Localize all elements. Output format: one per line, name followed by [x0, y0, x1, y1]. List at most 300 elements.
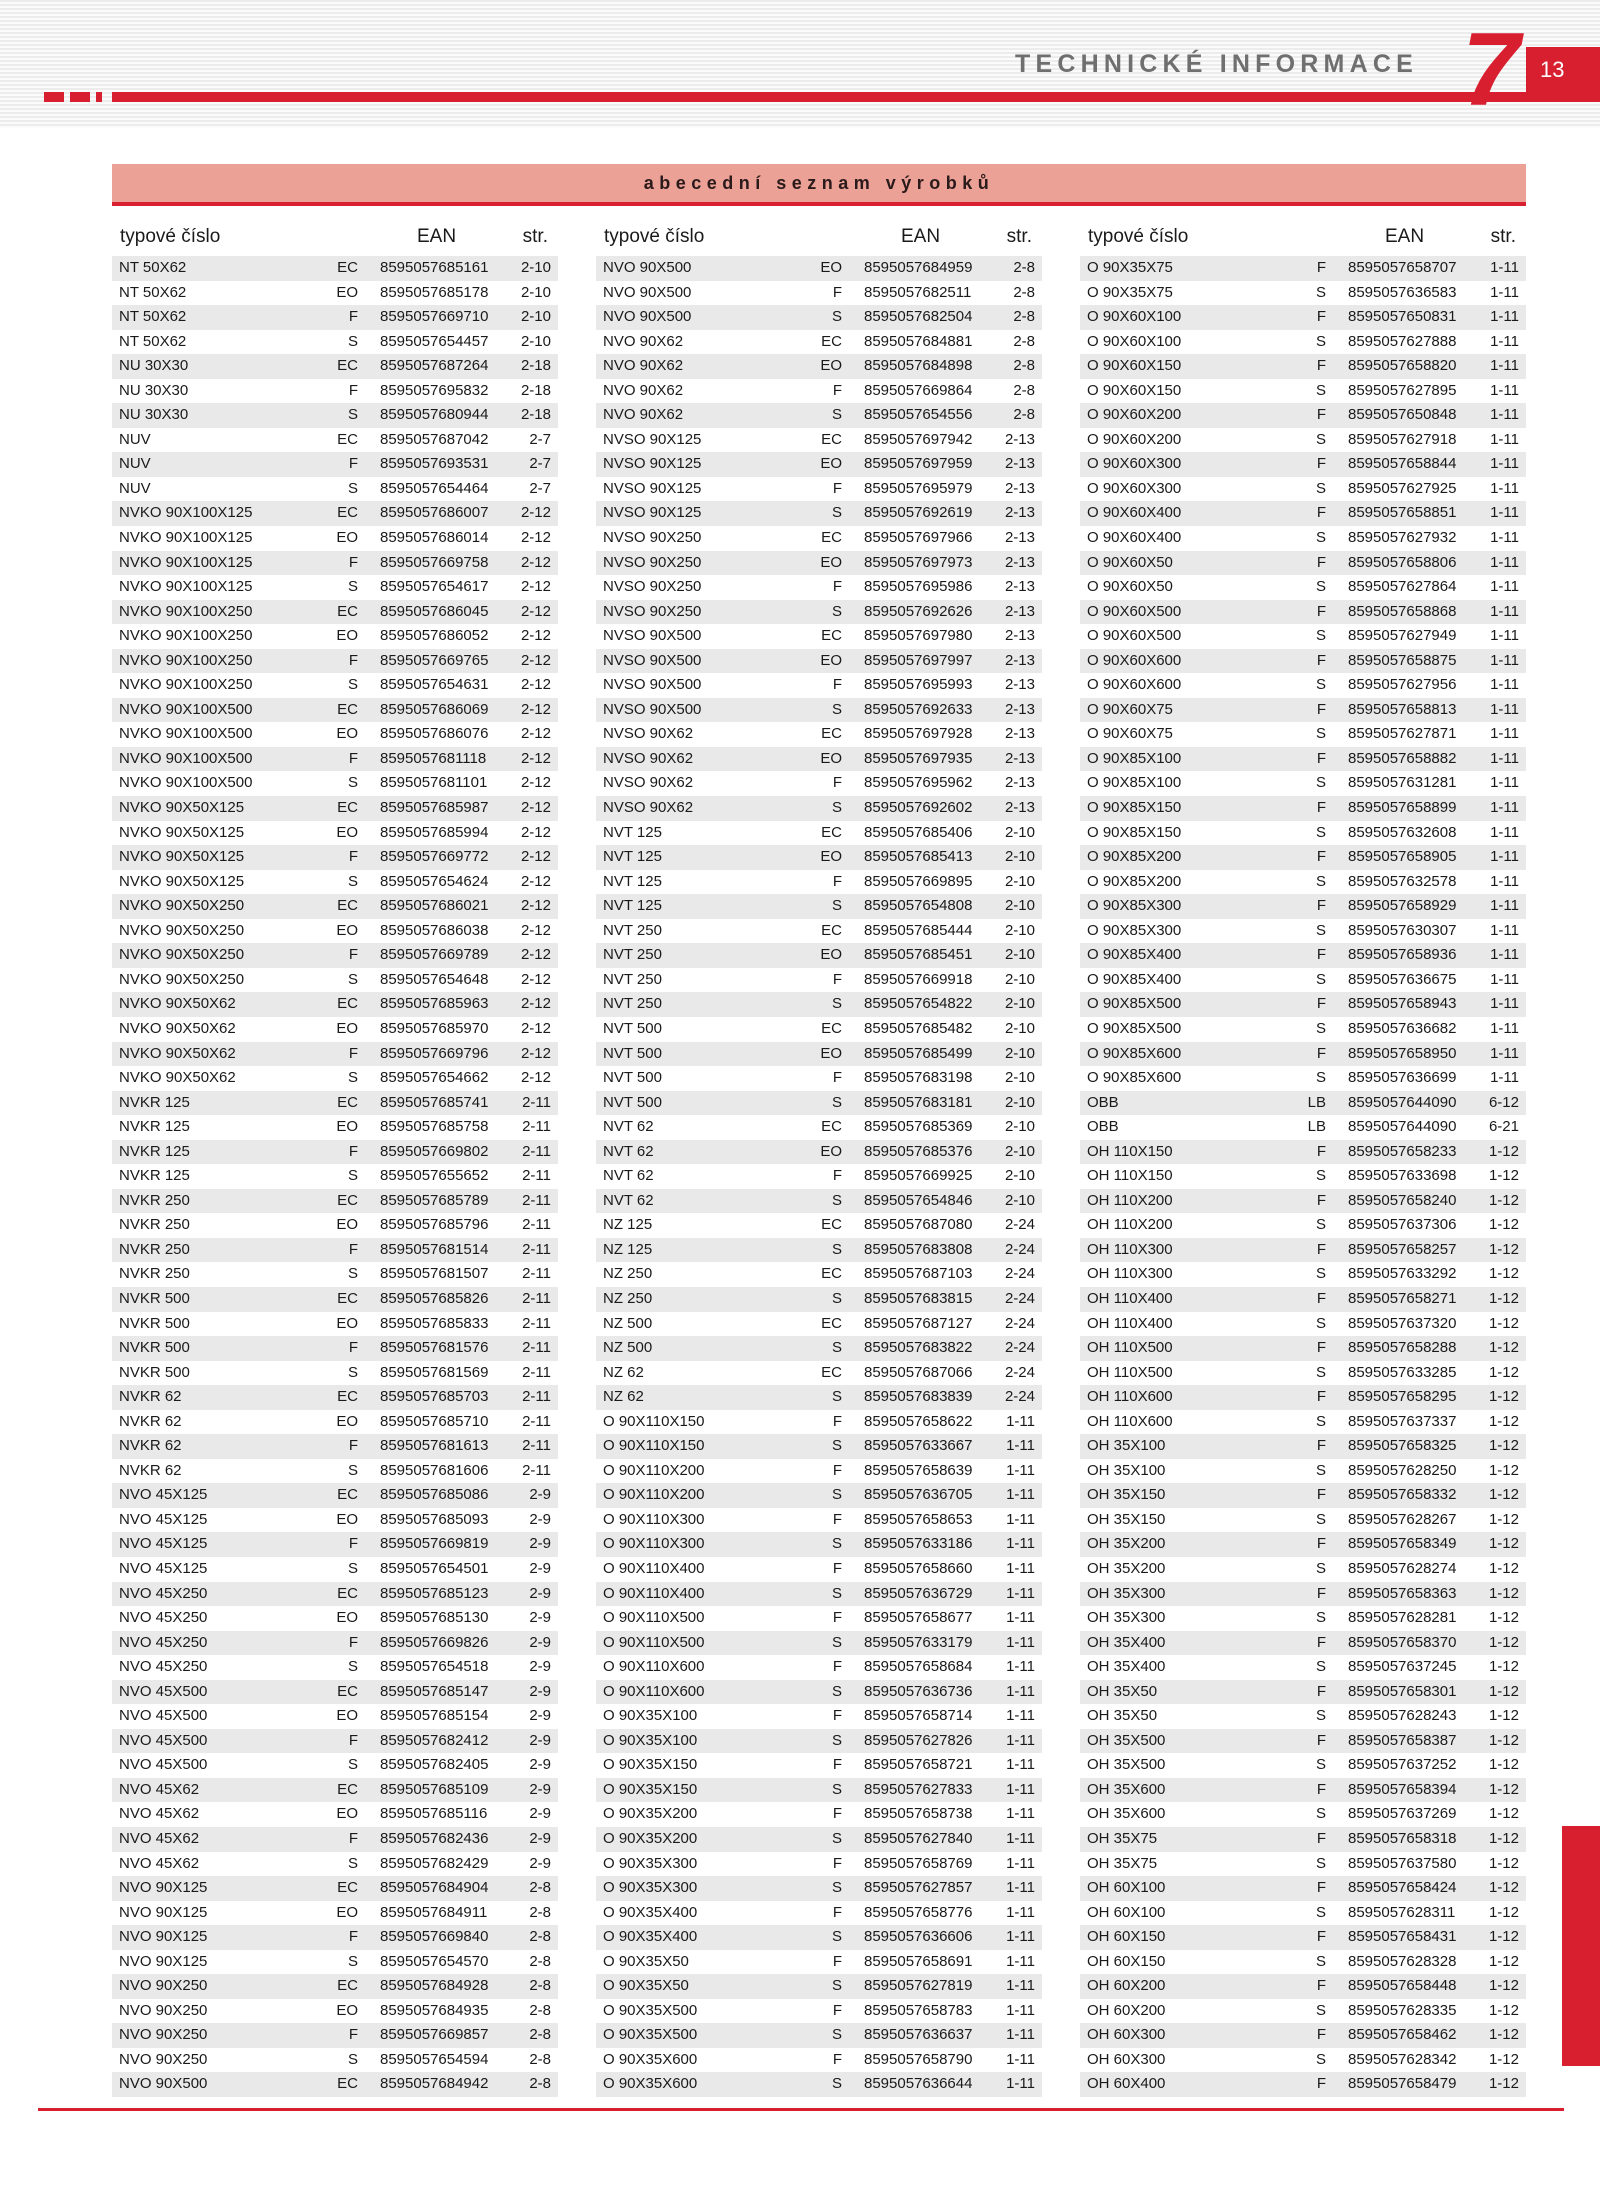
variant-cell: S: [831, 799, 842, 817]
table-row: [1080, 1312, 1526, 1337]
table-row: [596, 771, 1042, 796]
variant-cell: F: [832, 283, 842, 301]
variant-cell: S: [1315, 1412, 1326, 1430]
table-row: [1080, 1066, 1526, 1091]
page-cell: 1-11: [1490, 553, 1519, 571]
variant-cell: EC: [337, 1584, 358, 1602]
type-cell: NVO 90X500: [603, 259, 692, 276]
variant-cell: EC: [821, 1019, 842, 1037]
table-row: [1080, 2048, 1526, 2073]
table-row: [596, 992, 1042, 1017]
ean-cell: 8595057632578: [1348, 872, 1457, 890]
table-row: [596, 673, 1042, 698]
variant-cell: F: [348, 1142, 358, 1160]
table-row: [112, 649, 558, 674]
page-cell: 2-10: [1004, 897, 1035, 915]
type-cell: OH 35X100: [1087, 1461, 1166, 1479]
type-cell: O 90X110X400: [603, 1559, 705, 1577]
variant-cell: S: [347, 578, 358, 596]
type-cell: NVKO 90X50X250: [119, 970, 245, 988]
ean-cell: 8595057687080: [864, 1216, 973, 1234]
page-cell: 1-11: [1006, 1928, 1035, 1946]
variant-cell: F: [832, 1559, 842, 1577]
table-row: [596, 2072, 1042, 2097]
ean-cell: 8595057681101: [380, 774, 488, 792]
variant-cell: S: [831, 1191, 842, 1209]
page-cell: 2-8: [529, 2001, 551, 2019]
ean-cell: 8595057637269: [1348, 1805, 1457, 1823]
ean-cell: 8595057658776: [864, 1903, 973, 1921]
variant-cell: F: [1316, 1339, 1326, 1357]
ean-cell: 8595057658332: [1348, 1486, 1457, 1504]
ean-cell: 8595057685499: [864, 1044, 973, 1062]
table-row: [112, 1655, 558, 1680]
chapter-number: 7: [1462, 12, 1520, 128]
type-cell: NVO 90X62: [603, 406, 684, 424]
table-row: [1080, 1925, 1526, 1950]
ean-cell: 8595057644090: [1348, 1093, 1457, 1111]
page-cell: 1-11: [1490, 1019, 1519, 1037]
table-row: [596, 403, 1042, 428]
type-cell: O 90X60X200: [1087, 430, 1182, 448]
page-cell: 2-11: [522, 1388, 551, 1406]
ean-cell: 8595057658660: [864, 1559, 973, 1577]
table-row: [596, 722, 1042, 747]
ean-cell: 8595057658394: [1348, 1780, 1457, 1798]
type-cell: OH 60X400: [1087, 2075, 1166, 2093]
table-row: [1080, 501, 1526, 526]
ean-cell: 8595057685116: [380, 1805, 488, 1823]
page-cell: 1-11: [1006, 2075, 1035, 2093]
ean-cell: 8595057685703: [380, 1388, 489, 1406]
table-row: [1080, 1950, 1526, 1975]
page-cell: 1-11: [1006, 1535, 1035, 1553]
ean-cell: 8595057654457: [380, 332, 489, 350]
variant-cell: EO: [820, 1142, 842, 1160]
page-cell: 2-18: [520, 381, 551, 399]
table-row: [112, 305, 558, 330]
type-cell: NVKR 500: [119, 1363, 190, 1381]
page-cell: 1-11: [1490, 308, 1519, 326]
ean-cell: 8595057685376: [864, 1142, 973, 1160]
variant-cell: EC: [337, 504, 358, 522]
type-cell: NVO 45X250: [119, 1633, 208, 1651]
ean-cell: 8595057685710: [380, 1412, 489, 1430]
type-cell: NVSO 90X62: [603, 749, 694, 767]
type-cell: O 90X110X400: [603, 1584, 705, 1602]
ean-cell: 8595057636637: [864, 2026, 973, 2044]
variant-cell: F: [1316, 1830, 1326, 1847]
type-cell: NVKO 90X50X125: [119, 872, 245, 890]
type-cell: NUV: [119, 479, 151, 497]
page-cell: 2-9: [529, 1707, 551, 1725]
variant-cell: S: [1315, 1559, 1326, 1577]
ean-cell: 8595057658240: [1348, 1191, 1457, 1209]
type-cell: NVKO 90X50X62: [119, 1044, 236, 1062]
ean-cell: 8595057685451: [864, 946, 973, 964]
type-cell: O 90X110X150: [603, 1412, 705, 1430]
page-cell: 1-11: [1490, 529, 1519, 547]
ean-cell: 8595057683822: [864, 1339, 973, 1357]
variant-cell: EC: [337, 1780, 358, 1798]
table-row: [596, 796, 1042, 821]
type-cell: NVSO 90X62: [603, 725, 694, 743]
type-cell: O 90X110X600: [603, 1682, 705, 1700]
page-cell: 2-8: [1013, 406, 1035, 424]
variant-cell: EO: [336, 2001, 358, 2019]
type-cell: OH 60X200: [1087, 1977, 1166, 1995]
ean-cell: 8595057682412: [380, 1731, 489, 1749]
variant-cell: F: [1316, 1142, 1326, 1160]
type-cell: O 90X60X200: [1087, 406, 1182, 424]
ean-cell: 8595057628311: [1348, 1903, 1456, 1921]
ean-cell: 8595057697973: [864, 553, 973, 571]
ean-cell: 8595057627864: [1348, 578, 1457, 596]
variant-cell: F: [348, 455, 358, 473]
page-cell: 2-9: [529, 1609, 551, 1627]
ean-cell: 8595057654518: [380, 1658, 489, 1676]
type-cell: NVKO 90X100X500: [119, 700, 253, 718]
header-page: str.: [522, 226, 548, 247]
ean-cell: 8595057627833: [864, 1780, 973, 1798]
page-cell: 2-10: [1004, 946, 1035, 964]
page-cell: 1-11: [1490, 1044, 1519, 1062]
type-cell: NVO 45X250: [119, 1609, 208, 1627]
table-row: [112, 992, 558, 1017]
variant-cell: EC: [337, 897, 358, 915]
page-cell: 1-12: [1488, 2050, 1519, 2068]
type-cell: NVKO 90X50X250: [119, 897, 245, 915]
table-row: [112, 1729, 558, 1754]
variant-cell: F: [348, 1535, 358, 1553]
type-cell: NVKO 90X100X500: [119, 774, 253, 792]
variant-cell: F: [832, 479, 842, 497]
page-cell: 1-11: [1006, 1805, 1035, 1823]
ean-cell: 8595057637320: [1348, 1314, 1457, 1332]
table-row: [1080, 1164, 1526, 1189]
ean-cell: 8595057627932: [1348, 529, 1457, 547]
variant-cell: F: [348, 1240, 358, 1258]
variant-cell: F: [1316, 1388, 1326, 1406]
variant-cell: F: [1316, 455, 1326, 473]
ean-cell: 8595057687066: [864, 1363, 973, 1381]
variant-cell: EC: [821, 823, 842, 841]
ean-cell: 8595057658288: [1348, 1339, 1457, 1357]
type-cell: NVKO 90X50X62: [119, 1019, 236, 1037]
table-row: [112, 1287, 558, 1312]
page-cell: 2-12: [520, 651, 551, 669]
variant-cell: EC: [337, 2075, 358, 2093]
ean-cell: 8595057685987: [380, 799, 489, 817]
ean-cell: 8595057658349: [1348, 1535, 1457, 1553]
ean-cell: 8595057654556: [864, 406, 973, 424]
type-cell: NVO 45X125: [119, 1559, 208, 1577]
table-row: [112, 2048, 558, 2073]
ean-cell: 8595057658448: [1348, 1977, 1457, 1995]
variant-cell: EC: [337, 700, 358, 718]
type-cell: NVKO 90X100X250: [119, 676, 253, 694]
variant-cell: EO: [820, 357, 842, 375]
type-cell: O 90X110X600: [603, 1658, 705, 1676]
ean-cell: 8595057633667: [864, 1437, 973, 1455]
page-cell: 2-11: [522, 1461, 551, 1479]
type-cell: NVO 90X125: [119, 1879, 208, 1897]
ean-cell: 8595057685123: [380, 1584, 489, 1602]
table-row: [112, 575, 558, 600]
variant-cell: EC: [821, 430, 842, 448]
footer-line: [38, 2108, 1564, 2111]
ean-cell: 8595057686052: [380, 627, 489, 645]
type-cell: O 90X35X300: [603, 1854, 698, 1872]
header-dash: [44, 92, 64, 102]
table-row: [596, 968, 1042, 993]
variant-cell: F: [1316, 602, 1326, 620]
page-cell: 1-12: [1488, 1559, 1519, 1577]
type-cell: OH 60X300: [1087, 2050, 1166, 2068]
variant-cell: F: [1316, 2075, 1326, 2093]
page-cell: 1-11: [1490, 872, 1519, 890]
table-row: [112, 452, 558, 477]
ean-cell: 8595057685154: [380, 1707, 489, 1725]
table-row: [1080, 1827, 1526, 1852]
variant-cell: F: [832, 676, 842, 694]
type-cell: NVKR 500: [119, 1339, 190, 1357]
type-cell: NVO 45X125: [119, 1486, 208, 1504]
page-cell: 2-11: [522, 1289, 551, 1307]
ean-cell: 8595057658783: [864, 2001, 973, 2019]
table-row: [1080, 1778, 1526, 1803]
ean-cell: 8595057684942: [380, 2075, 489, 2093]
type-cell: NVSO 90X125: [603, 430, 702, 448]
page-cell: 2-8: [1013, 357, 1035, 375]
ean-cell: 8595057697959: [864, 455, 973, 473]
ean-cell: 8595057636736: [864, 1682, 973, 1700]
type-cell: O 90X85X100: [1087, 749, 1182, 767]
ean-cell: 8595057658851: [1348, 504, 1457, 522]
page-cell: 2-24: [1004, 1314, 1035, 1332]
ean-cell: 8595057627949: [1348, 627, 1457, 645]
variant-cell: S: [1315, 725, 1326, 743]
type-cell: NVO 90X250: [119, 2001, 208, 2019]
variant-cell: F: [1316, 553, 1326, 571]
variant-cell: F: [1316, 995, 1326, 1013]
table-row: [1080, 1091, 1526, 1116]
type-cell: NVKR 125: [119, 1093, 190, 1111]
variant-cell: F: [832, 1854, 842, 1872]
page-cell: 2-8: [1013, 332, 1035, 350]
type-cell: O 90X110X500: [603, 1633, 705, 1651]
variant-cell: F: [1316, 651, 1326, 669]
type-cell: NVO 90X500: [603, 283, 692, 301]
type-cell: NVT 62: [603, 1191, 654, 1209]
type-cell: NVSO 90X62: [603, 774, 694, 792]
variant-cell: S: [347, 970, 358, 988]
page-cell: 2-13: [1004, 578, 1035, 596]
ean-cell: 8595057658721: [864, 1756, 973, 1774]
type-cell: OH 110X500: [1087, 1363, 1173, 1381]
ean-cell: 8595057658363: [1348, 1584, 1457, 1602]
type-cell: O 90X35X50: [603, 1952, 689, 1970]
type-cell: O 90X35X75: [1087, 283, 1173, 301]
table-row: [1080, 992, 1526, 1017]
type-cell: NVKR 250: [119, 1265, 190, 1283]
table-row: [1080, 1483, 1526, 1508]
page-cell: 1-11: [1006, 2050, 1035, 2068]
header-type: typové číslo: [120, 226, 221, 247]
table-row: [112, 1434, 558, 1459]
table-row: [112, 1312, 558, 1337]
type-cell: O 90X35X75: [1087, 259, 1173, 276]
table-row: [1080, 1704, 1526, 1729]
page-cell: 1-11: [1006, 1412, 1035, 1430]
page-cell: 1-12: [1488, 1609, 1519, 1627]
type-cell: OH 35X600: [1087, 1805, 1166, 1823]
type-cell: OH 35X500: [1087, 1731, 1166, 1749]
type-cell: O 90X35X100: [603, 1731, 698, 1749]
variant-cell: S: [831, 602, 842, 620]
page-cell: 2-12: [520, 602, 551, 620]
type-cell: O 90X60X150: [1087, 357, 1182, 375]
ean-cell: 8595057654822: [864, 995, 973, 1013]
variant-cell: F: [1316, 848, 1326, 866]
type-cell: O 90X35X200: [603, 1805, 698, 1823]
type-cell: O 90X35X400: [603, 1928, 698, 1946]
variant-cell: F: [832, 2050, 842, 2068]
page-cell: 2-8: [529, 1879, 551, 1897]
ean-cell: 8595057628335: [1348, 2001, 1457, 2019]
ean-cell: 8595057628281: [1348, 1609, 1457, 1627]
type-cell: NVKO 90X100X125: [119, 553, 253, 571]
ean-cell: 8595057669710: [380, 308, 489, 326]
variant-cell: F: [348, 946, 358, 964]
table-row: [112, 1459, 558, 1484]
table-row: [112, 722, 558, 747]
variant-cell: F: [348, 848, 358, 866]
variant-cell: F: [1316, 1191, 1326, 1209]
page-cell: 1-12: [1488, 1314, 1519, 1332]
ean-cell: 8595057685741: [380, 1093, 489, 1111]
table-row: [596, 256, 1042, 281]
ean-cell: 8595057636644: [864, 2075, 973, 2093]
ean-cell: 8595057693531: [380, 455, 489, 473]
ean-cell: 8595057681576: [380, 1339, 489, 1357]
table-row: [112, 1140, 558, 1165]
ean-cell: 8595057654501: [380, 1559, 489, 1577]
type-cell: O 90X85X600: [1087, 1069, 1182, 1087]
page-cell: 1-11: [1490, 578, 1519, 596]
type-cell: NU 30X30: [119, 406, 189, 424]
ean-cell: 8595057658899: [1348, 799, 1457, 817]
header-red-line: [112, 92, 1600, 102]
variant-cell: F: [1316, 1044, 1326, 1062]
header-type: typové číslo: [604, 226, 705, 247]
page-cell: 2-24: [1004, 1339, 1035, 1357]
type-cell: OH 35X100: [1087, 1437, 1166, 1455]
variant-cell: EO: [336, 1216, 358, 1234]
ean-cell: 8595057658905: [1348, 848, 1457, 866]
table-row: [596, 1680, 1042, 1705]
page-cell: 2-12: [520, 872, 551, 890]
table-row: [1080, 845, 1526, 870]
table-row: [596, 1262, 1042, 1287]
type-cell: NUV: [119, 430, 151, 448]
ean-cell: 8595057697997: [864, 651, 973, 669]
table-row: [112, 1091, 558, 1116]
type-cell: OH 110X150: [1087, 1142, 1173, 1160]
ean-cell: 8595057687103: [864, 1265, 973, 1283]
ean-cell: 8595057684904: [380, 1879, 489, 1897]
type-cell: NVO 45X250: [119, 1584, 208, 1602]
section-title: TECHNICKÉ INFORMACE: [1015, 50, 1418, 78]
ean-cell: 8595057695962: [864, 774, 973, 792]
ean-cell: 8595057682405: [380, 1756, 489, 1774]
variant-cell: EO: [820, 946, 842, 964]
table-row: [112, 477, 558, 502]
ean-cell: 8595057683839: [864, 1388, 973, 1406]
variant-cell: S: [831, 1977, 842, 1995]
variant-cell: S: [831, 700, 842, 718]
ean-cell: 8595057654464: [380, 479, 489, 497]
variant-cell: S: [1315, 1314, 1326, 1332]
ean-cell: 8595057685413: [864, 848, 973, 866]
variant-cell: EC: [337, 1388, 358, 1406]
variant-cell: F: [1316, 357, 1326, 375]
table-row: [596, 1950, 1042, 1975]
variant-cell: S: [831, 1486, 842, 1504]
variant-cell: F: [1316, 1731, 1326, 1749]
ean-cell: 8595057654570: [380, 1952, 489, 1970]
type-cell: O 90X60X600: [1087, 676, 1182, 694]
variant-cell: EO: [336, 1412, 358, 1430]
page-cell: 2-13: [1004, 627, 1035, 645]
page-cell: 2-9: [529, 1780, 551, 1798]
variant-cell: S: [1315, 332, 1326, 350]
ean-cell: 8595057685161: [380, 259, 489, 276]
ean-cell: 8595057685796: [380, 1216, 489, 1234]
table-row: [596, 1532, 1042, 1557]
variant-cell: EC: [821, 1216, 842, 1234]
header-dash: [96, 92, 102, 102]
type-cell: NVKO 90X50X125: [119, 799, 245, 817]
variant-cell: EC: [821, 1314, 842, 1332]
type-cell: NT 50X62: [119, 259, 187, 276]
table-row: [112, 600, 558, 625]
ean-cell: 8595057695979: [864, 479, 973, 497]
page-cell: 1-12: [1488, 1584, 1519, 1602]
type-cell: NVO 45X62: [119, 1805, 200, 1823]
page-cell: 2-8: [529, 1952, 551, 1970]
table-row: [596, 649, 1042, 674]
type-cell: O 90X60X100: [1087, 332, 1182, 350]
variant-cell: F: [348, 1731, 358, 1749]
ean-cell: 8595057636729: [864, 1584, 973, 1602]
ean-cell: 8595057636583: [1348, 283, 1457, 301]
ean-cell: 8595057628274: [1348, 1559, 1457, 1577]
ean-cell: 8595057658387: [1348, 1731, 1457, 1749]
page-cell: 1-11: [1490, 1069, 1519, 1087]
table-row: [596, 452, 1042, 477]
variant-cell: F: [1316, 1240, 1326, 1258]
type-cell: O 90X85X200: [1087, 872, 1182, 890]
table-row: [596, 1729, 1042, 1754]
table-row: [112, 821, 558, 846]
table-row: [112, 1999, 558, 2024]
ean-cell: 8595057687127: [864, 1314, 973, 1332]
page-cell: 2-12: [520, 627, 551, 645]
table-row: [596, 1385, 1042, 1410]
page-cell: 1-12: [1488, 1240, 1519, 1258]
variant-cell: EC: [337, 1879, 358, 1897]
